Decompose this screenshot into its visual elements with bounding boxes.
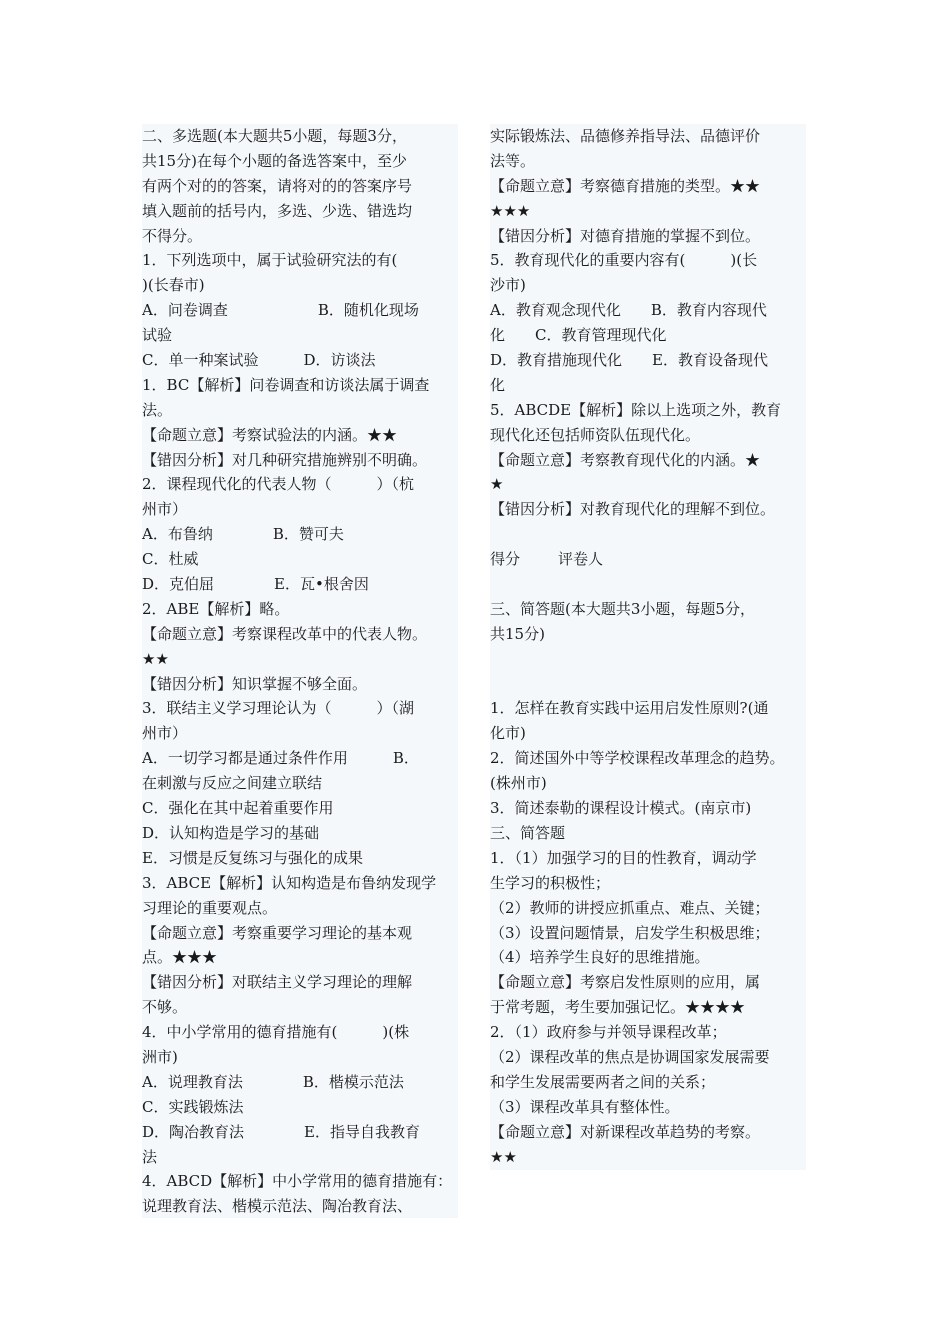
text-line: 1．（1）加强学习的目的性教育，调动学 xyxy=(490,848,757,867)
text-line: 【命题立意】考察重要学习理论的基本观 xyxy=(142,923,413,942)
text-line: 三、简答题(本大题共3小题，每题5分， xyxy=(490,599,755,618)
text-line: )(长春市) xyxy=(142,276,205,295)
text-line: 沙市) xyxy=(490,276,526,295)
text-line: 【错因分析】知识掌握不够全面。 xyxy=(142,674,368,693)
text-line: 【命题立意】考察启发性原则的应用，属 xyxy=(490,973,761,992)
grader-label: 评卷人 xyxy=(558,550,604,569)
text-line: 法。 xyxy=(142,400,173,419)
right-block-short-answers xyxy=(490,696,806,1169)
text-line: （3）课程改革具有整体性。 xyxy=(490,1097,680,1116)
text-line: 1．怎样在教育实践中运用启发性原则?(通 xyxy=(490,699,769,718)
text-line: ★ xyxy=(490,475,504,494)
text-line: 现代化还包括师资队伍现代化。 xyxy=(490,425,701,444)
text-line: 2．课程现代化的代表人物（ ）（杭 xyxy=(142,475,415,494)
text-line: C．单一种案试验 D．访谈法 xyxy=(142,351,376,370)
text-line: 3．联结主义学习理论认为（ ）（湖 xyxy=(142,699,415,718)
blank-line xyxy=(490,572,806,597)
right-block-answers xyxy=(490,124,806,522)
text-line: (株州市) xyxy=(490,774,547,793)
text-line: 【错因分析】对联结主义学习理论的理解 xyxy=(142,973,413,992)
text-line: 不得分。 xyxy=(142,226,203,245)
text-line: 5．ABCDE【解析】除以上选项之外，教育 xyxy=(490,400,782,419)
left-column xyxy=(142,124,458,1218)
blank-line xyxy=(490,647,806,672)
blank-line xyxy=(490,672,806,697)
text-line: 2．ABE【解析】略。 xyxy=(142,599,290,618)
score-label: 得分 xyxy=(490,550,521,569)
text-line: 在刺激与反应之间建立联结 xyxy=(142,774,323,793)
text-line: D．克伯屈 E．瓦•根舍因 xyxy=(142,575,369,594)
text-line: 5．教育现代化的重要内容有( )(长 xyxy=(490,251,758,270)
text-line: 生学习的积极性； xyxy=(490,873,611,892)
text-line: 和学生发展需要两者之间的关系； xyxy=(490,1072,716,1091)
text-line: 共15分)在每个小题的备选答案中，至少 xyxy=(142,151,407,170)
text-line: （2）教师的讲授应抓重点、难点、关键； xyxy=(490,898,770,917)
text-line: 三、简答题 xyxy=(490,823,566,842)
text-line: A．问卷调查 B．随机化现场 xyxy=(142,301,419,320)
text-line: C．强化在其中起着重要作用 xyxy=(142,799,334,818)
text-line: 实际锻炼法、品德修养指导法、品德评价 xyxy=(490,127,761,145)
text-line: D．陶冶教育法 E．指导自我教育 xyxy=(142,1122,420,1141)
text-line: 【命题立意】考察课程改革中的代表人物。 xyxy=(142,624,428,643)
text-line: 3．简述泰勒的课程设计模式。(南京市) xyxy=(490,799,752,818)
text-line: C．杜威 xyxy=(142,550,199,569)
text-line: 3．ABCE【解析】认知构造是布鲁纳发现学 xyxy=(142,873,437,892)
text-line: D．教育措施现代化 E．教育设备现代 xyxy=(490,351,768,370)
text-line: 【错因分析】对教育现代化的理解不到位。 xyxy=(490,500,776,519)
text-line: A．一切学习都是通过条件作用 B． xyxy=(142,749,419,768)
text-line: A．说理教育法 B．楷模示范法 xyxy=(142,1072,404,1091)
text-line: E．习惯是反复练习与强化的成果 xyxy=(142,848,363,867)
text-line: 【错因分析】对德育措施的掌握不到位。 xyxy=(490,226,761,245)
text-line: 习理论的重要观点。 xyxy=(142,898,278,917)
text-line: 2．简述国外中等学校课程改革理念的趋势。 xyxy=(490,749,785,768)
text-line: 化市) xyxy=(490,724,526,743)
text-line: ★★ xyxy=(490,1147,517,1166)
text-line: （2）课程改革的焦点是协调国家发展需要 xyxy=(490,1047,770,1066)
text-line: 【命题立意】考察试验法的内涵。★★ xyxy=(142,425,398,444)
text-line: ★★ xyxy=(142,649,169,668)
text-line: 点。★★★ xyxy=(142,948,218,967)
blank-line xyxy=(490,522,806,547)
text-line: 州市） xyxy=(142,500,188,519)
text-line: 化 C．教育管理现代化 xyxy=(490,326,667,345)
text-line: 法等。 xyxy=(490,151,536,170)
text-line: 【命题立意】对新课程改革趋势的考察。 xyxy=(490,1122,761,1141)
text-line: 【错因分析】对几种研究措施辨别不明确。 xyxy=(142,450,428,469)
text-line: 2．（1）政府参与并领导课程改革； xyxy=(490,1023,727,1042)
text-line: C．实践锻炼法 xyxy=(142,1097,244,1116)
score-row xyxy=(490,547,806,572)
text-line: 州市） xyxy=(142,724,188,743)
text-line: 1．BC【解析】问卷调查和访谈法属于调查 xyxy=(142,375,430,394)
text-line: 法 xyxy=(142,1147,158,1166)
text-line: 4．ABCD【解析】中小学常用的德育措施有： xyxy=(142,1172,453,1191)
text-line: 【命题立意】考察德育措施的类型。★★ xyxy=(490,176,761,195)
text-line: 填入题前的括号内，多选、少选、错选均 xyxy=(142,201,413,220)
text-line: （4）培养学生良好的思维措施。 xyxy=(490,948,710,967)
text-line: 【命题立意】考察教育现代化的内涵。★ xyxy=(490,450,761,469)
text-line: 二、多选题(本大题共5小题，每题3分， xyxy=(142,127,407,145)
text-line: D．认知构造是学习的基础 xyxy=(142,823,320,842)
text-line: 洲市) xyxy=(142,1047,178,1066)
text-line: A．布鲁纳 B．赞可夫 xyxy=(142,525,344,544)
text-line: 4．中小学常用的德育措施有( )(株 xyxy=(142,1023,410,1042)
right-block-section-title xyxy=(490,597,806,647)
text-line: 于常考题，考生要加强记忆。★★★★ xyxy=(490,998,746,1017)
right-column xyxy=(490,124,806,1170)
text-line: ★★★ xyxy=(490,201,531,220)
text-line: A．教育观念现代化 B．教育内容现代 xyxy=(490,301,767,320)
text-line: 有两个对的的答案，请将对的的答案序号 xyxy=(142,176,413,195)
text-line: 共15分) xyxy=(490,624,545,643)
text-line: 化 xyxy=(490,375,506,394)
text-line: （3）设置问题情景，启发学生积极思维； xyxy=(490,923,770,942)
text-line: 试验 xyxy=(142,326,173,345)
text-line: 不够。 xyxy=(142,998,188,1017)
text-line: 说理教育法、楷模示范法、陶冶教育法、 xyxy=(142,1197,413,1216)
text-line: 1．下列选项中，属于试验研究法的有( xyxy=(142,251,398,270)
